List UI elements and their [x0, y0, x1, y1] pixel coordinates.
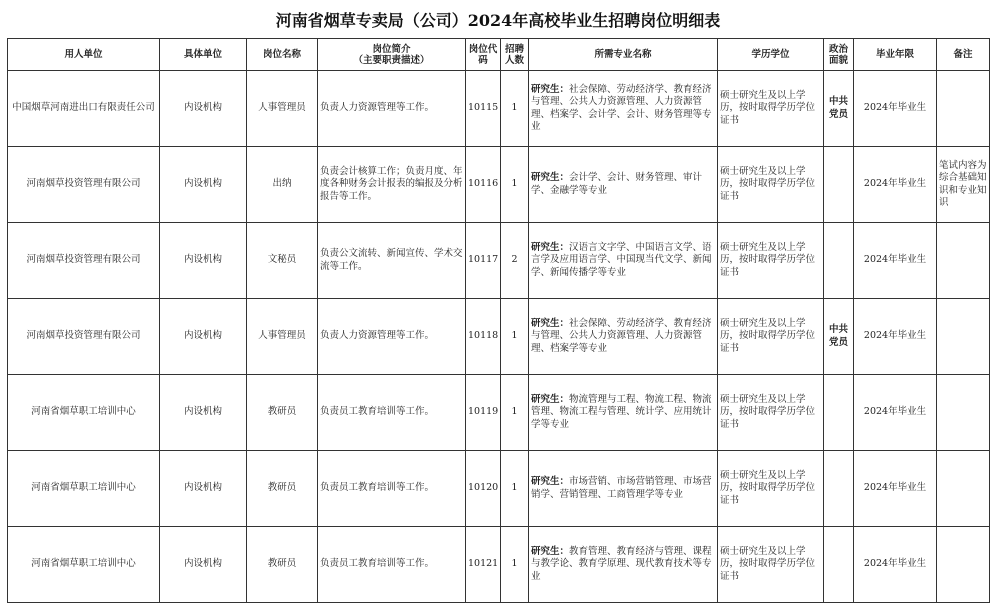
- cell-degree: 硕士研究生及以上学历，按时取得学历学位证书: [718, 71, 824, 147]
- table-row: [8, 299, 990, 375]
- cell-political: [824, 451, 854, 527]
- cell-count: 1: [501, 527, 529, 603]
- cell-position: 教研员: [247, 375, 318, 451]
- cell-note: [937, 71, 990, 147]
- cell-count: 1: [501, 375, 529, 451]
- cell-major: 研究生：社会保障、劳动经济学、教育经济与管理、公共人力资源管理、人力资源管理、档案学等专业: [529, 299, 718, 375]
- cell-code: 10118: [466, 299, 501, 375]
- cell-dept: 内设机构: [160, 299, 247, 375]
- cell-major: 研究生：市场营销、市场营销管理、市场营销学、营销管理、工商管理学等专业: [529, 451, 718, 527]
- cell-count: 1: [501, 299, 529, 375]
- cell-count: 1: [501, 71, 529, 147]
- cell-major: 研究生：教育管理、教育经济与管理、课程与教学论、教育学原理、现代教育技术等专业: [529, 527, 718, 603]
- cell-major: 研究生：汉语言文字学、中国语言文学、语言学及应用语言学、中国现当代文学、新闻学、新闻传播学等专业: [529, 223, 718, 299]
- cell-note: [937, 223, 990, 299]
- cell-desc: 负责员工教育培训等工作。: [318, 527, 466, 603]
- table-row: [8, 375, 990, 451]
- header-code: 岗位代 码: [466, 39, 501, 71]
- header-employer: 用人单位: [8, 39, 160, 71]
- cell-political: [824, 147, 854, 223]
- header-major: 所需专业名称: [529, 39, 718, 71]
- cell-grad: 2024年毕业生: [854, 71, 937, 147]
- cell-count: 2: [501, 223, 529, 299]
- cell-dept: 内设机构: [160, 375, 247, 451]
- cell-desc: 负责员工教育培训等工作。: [318, 451, 466, 527]
- cell-count: 1: [501, 147, 529, 223]
- header-grad: 毕业年限: [854, 39, 937, 71]
- cell-employer: 河南省烟草职工培训中心: [8, 527, 160, 603]
- cell-count: 1: [501, 451, 529, 527]
- cell-major: 研究生：社会保障、劳动经济学、教育经济与管理、公共人力资源管理、人力资源管理、档案学、会计学、会计、财务管理等专业: [529, 71, 718, 147]
- recruitment-table: [7, 38, 990, 603]
- cell-code: 10120: [466, 451, 501, 527]
- cell-grad: 2024年毕业生: [854, 299, 937, 375]
- cell-position: 教研员: [247, 527, 318, 603]
- cell-note: [937, 375, 990, 451]
- header-note: 备注: [937, 39, 990, 71]
- cell-position: 出纳: [247, 147, 318, 223]
- cell-dept: 内设机构: [160, 223, 247, 299]
- table-row: [8, 71, 990, 147]
- cell-political: 中共党员: [824, 299, 854, 375]
- header-row: [8, 39, 990, 71]
- cell-employer: 河南省烟草职工培训中心: [8, 375, 160, 451]
- cell-desc: 负责公文流转、新闻宣传、学术交流等工作。: [318, 223, 466, 299]
- cell-major: 研究生：会计学、会计、财务管理、审计学、金融学等专业: [529, 147, 718, 223]
- cell-dept: 内设机构: [160, 71, 247, 147]
- header-dept: 具体单位: [160, 39, 247, 71]
- cell-political: [824, 527, 854, 603]
- cell-position: 文秘员: [247, 223, 318, 299]
- cell-note: [937, 527, 990, 603]
- cell-degree: 硕士研究生及以上学历，按时取得学历学位证书: [718, 223, 824, 299]
- cell-desc: 负责人力资源管理等工作。: [318, 71, 466, 147]
- cell-position: 教研员: [247, 451, 318, 527]
- cell-grad: 2024年毕业生: [854, 147, 937, 223]
- cell-employer: 河南烟草投资管理有限公司: [8, 223, 160, 299]
- header-desc: 岗位简介 （主要职责描述）: [318, 39, 466, 71]
- table-row: [8, 147, 990, 223]
- cell-code: 10115: [466, 71, 501, 147]
- cell-desc: 负责员工教育培训等工作。: [318, 375, 466, 451]
- cell-employer: 河南省烟草职工培训中心: [8, 451, 160, 527]
- cell-political: 中共党员: [824, 71, 854, 147]
- cell-grad: 2024年毕业生: [854, 527, 937, 603]
- cell-position: 人事管理员: [247, 299, 318, 375]
- cell-political: [824, 223, 854, 299]
- cell-desc: 负责会计核算工作；负责月度、年度各种财务会计报表的编报及分析报告等工作。: [318, 147, 466, 223]
- cell-grad: 2024年毕业生: [854, 451, 937, 527]
- table-row: [8, 223, 990, 299]
- cell-position: 人事管理员: [247, 71, 318, 147]
- cell-code: 10116: [466, 147, 501, 223]
- header-degree: 学历学位: [718, 39, 824, 71]
- cell-desc: 负责人力资源管理等工作。: [318, 299, 466, 375]
- header-position: 岗位名称: [247, 39, 318, 71]
- cell-employer: 河南烟草投资管理有限公司: [8, 299, 160, 375]
- cell-degree: 硕士研究生及以上学历，按时取得学历学位证书: [718, 375, 824, 451]
- header-count: 招聘 人数: [501, 39, 529, 71]
- cell-dept: 内设机构: [160, 451, 247, 527]
- header-political: 政治 面貌: [824, 39, 854, 71]
- cell-degree: 硕士研究生及以上学历，按时取得学历学位证书: [718, 527, 824, 603]
- cell-note: 笔试内容为综合基础知识和专业知识: [937, 147, 990, 223]
- cell-code: 10119: [466, 375, 501, 451]
- cell-grad: 2024年毕业生: [854, 223, 937, 299]
- cell-degree: 硕士研究生及以上学历，按时取得学历学位证书: [718, 299, 824, 375]
- cell-dept: 内设机构: [160, 527, 247, 603]
- cell-employer: 中国烟草河南进出口有限责任公司: [8, 71, 160, 147]
- cell-grad: 2024年毕业生: [854, 375, 937, 451]
- cell-major: 研究生：物流管理与工程、物流工程、物流管理、物流工程与管理、统计学、应用统计学等专业: [529, 375, 718, 451]
- cell-political: [824, 375, 854, 451]
- cell-note: [937, 451, 990, 527]
- page-title: 河南省烟草专卖局（公司）2024年高校毕业生招聘岗位明细表: [275, 11, 721, 30]
- cell-note: [937, 299, 990, 375]
- cell-degree: 硕士研究生及以上学历，按时取得学历学位证书: [718, 147, 824, 223]
- cell-dept: 内设机构: [160, 147, 247, 223]
- cell-employer: 河南烟草投资管理有限公司: [8, 147, 160, 223]
- cell-code: 10121: [466, 527, 501, 603]
- table-row: [8, 451, 990, 527]
- cell-degree: 硕士研究生及以上学历，按时取得学历学位证书: [718, 451, 824, 527]
- cell-code: 10117: [466, 223, 501, 299]
- table-row: [8, 527, 990, 603]
